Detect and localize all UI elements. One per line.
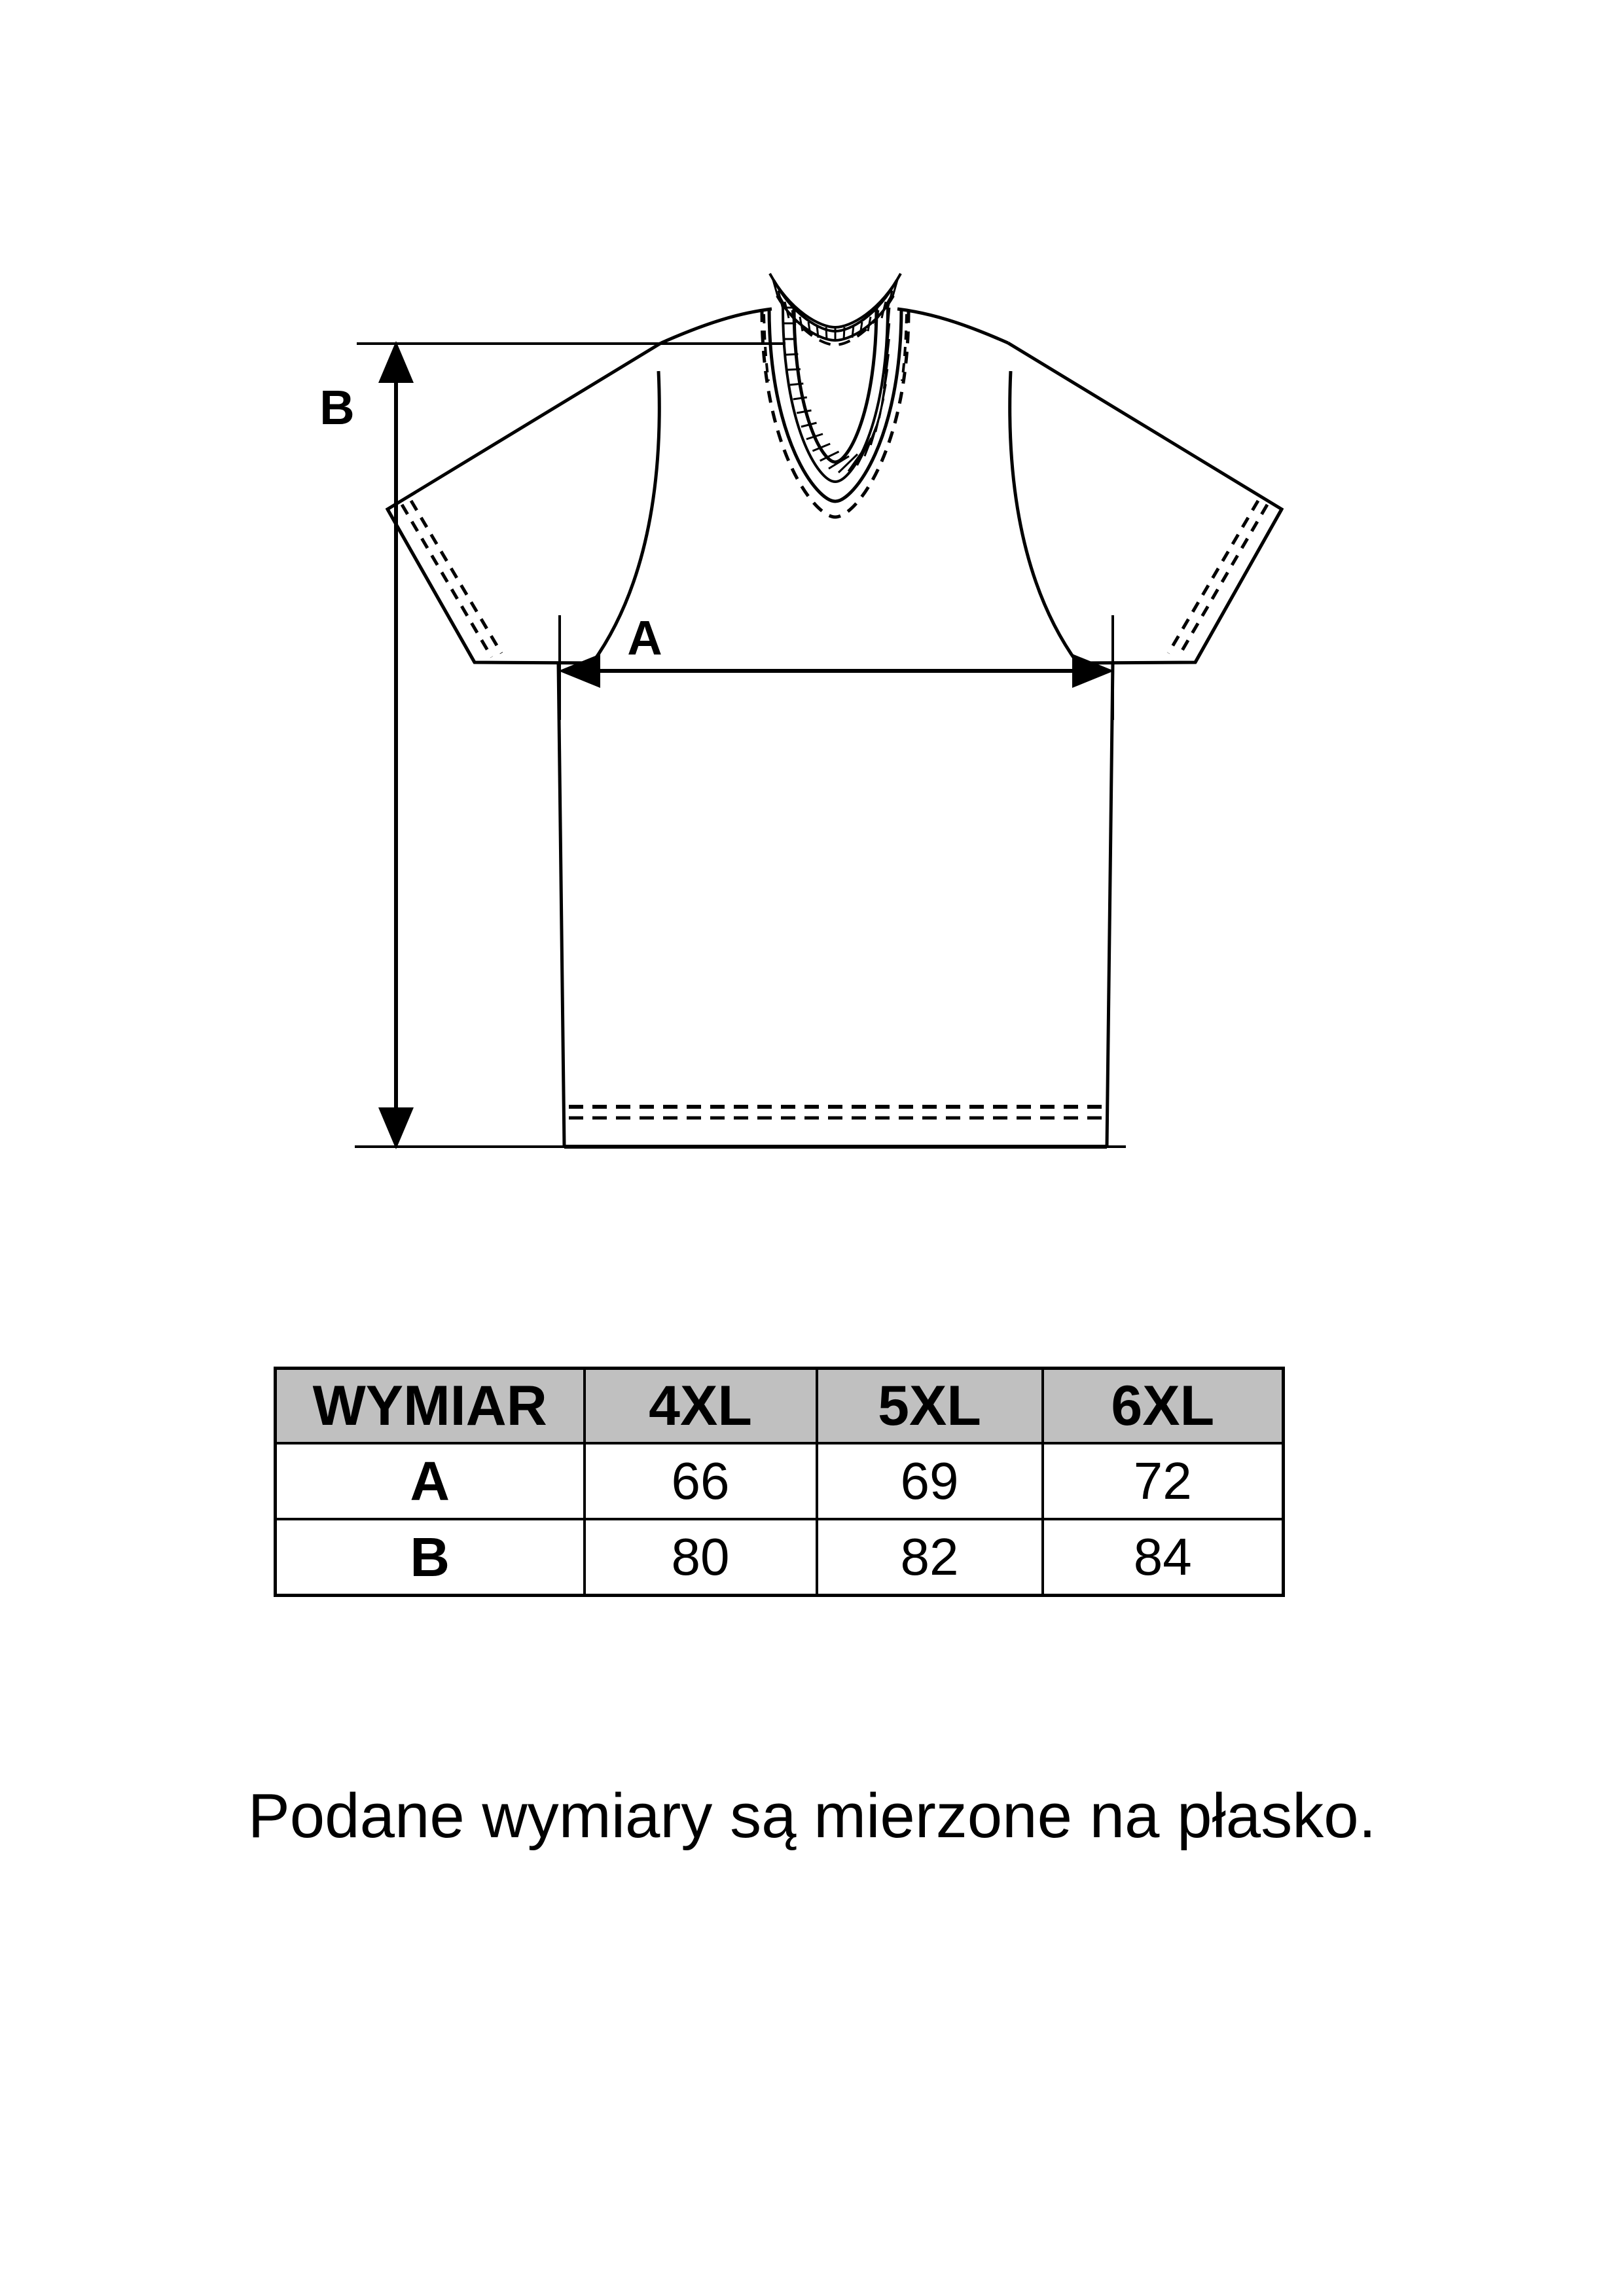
table-header-row — [276, 1369, 1284, 1444]
column-header-4xl: 4XL — [585, 1369, 817, 1444]
column-header-wymiar: WYMIAR — [276, 1369, 585, 1444]
cell-a-6xl: 72 — [1043, 1443, 1284, 1519]
left-cuff-stitch-outer — [402, 505, 492, 657]
b-dimension-label: B — [319, 380, 355, 435]
column-header-6xl: 6XL — [1043, 1369, 1284, 1444]
left-sleeve — [388, 343, 661, 663]
cell-b-5xl: 82 — [817, 1519, 1043, 1596]
right-sleeve — [1008, 343, 1282, 663]
table-row — [276, 1443, 1284, 1519]
cell-b-6xl: 84 — [1043, 1519, 1284, 1596]
cell-a-4xl: 66 — [585, 1443, 817, 1519]
measurement-note: Podane wymiary są mierzone na płasko. — [247, 1781, 1377, 1851]
cell-b-4xl: 80 — [585, 1519, 817, 1596]
a-dimension-label: A — [627, 611, 662, 665]
table-row — [276, 1519, 1284, 1596]
row-label-b: B — [276, 1519, 585, 1596]
size-table-body — [276, 1443, 1284, 1596]
neck-collar — [762, 274, 909, 517]
column-header-5xl: 5XL — [817, 1369, 1043, 1444]
size-table — [274, 1367, 1285, 1597]
cell-a-5xl: 69 — [817, 1443, 1043, 1519]
size-table-head — [276, 1369, 1284, 1444]
right-cuff-stitch-outer — [1178, 505, 1267, 657]
collar-band-upper — [770, 274, 901, 327]
tshirt-body — [558, 309, 1113, 1147]
collar-band-ribbing — [772, 278, 898, 340]
b-dimension-arrow — [378, 341, 414, 1149]
row-label-a: A — [276, 1443, 585, 1519]
size-table-container — [274, 1367, 1282, 1597]
